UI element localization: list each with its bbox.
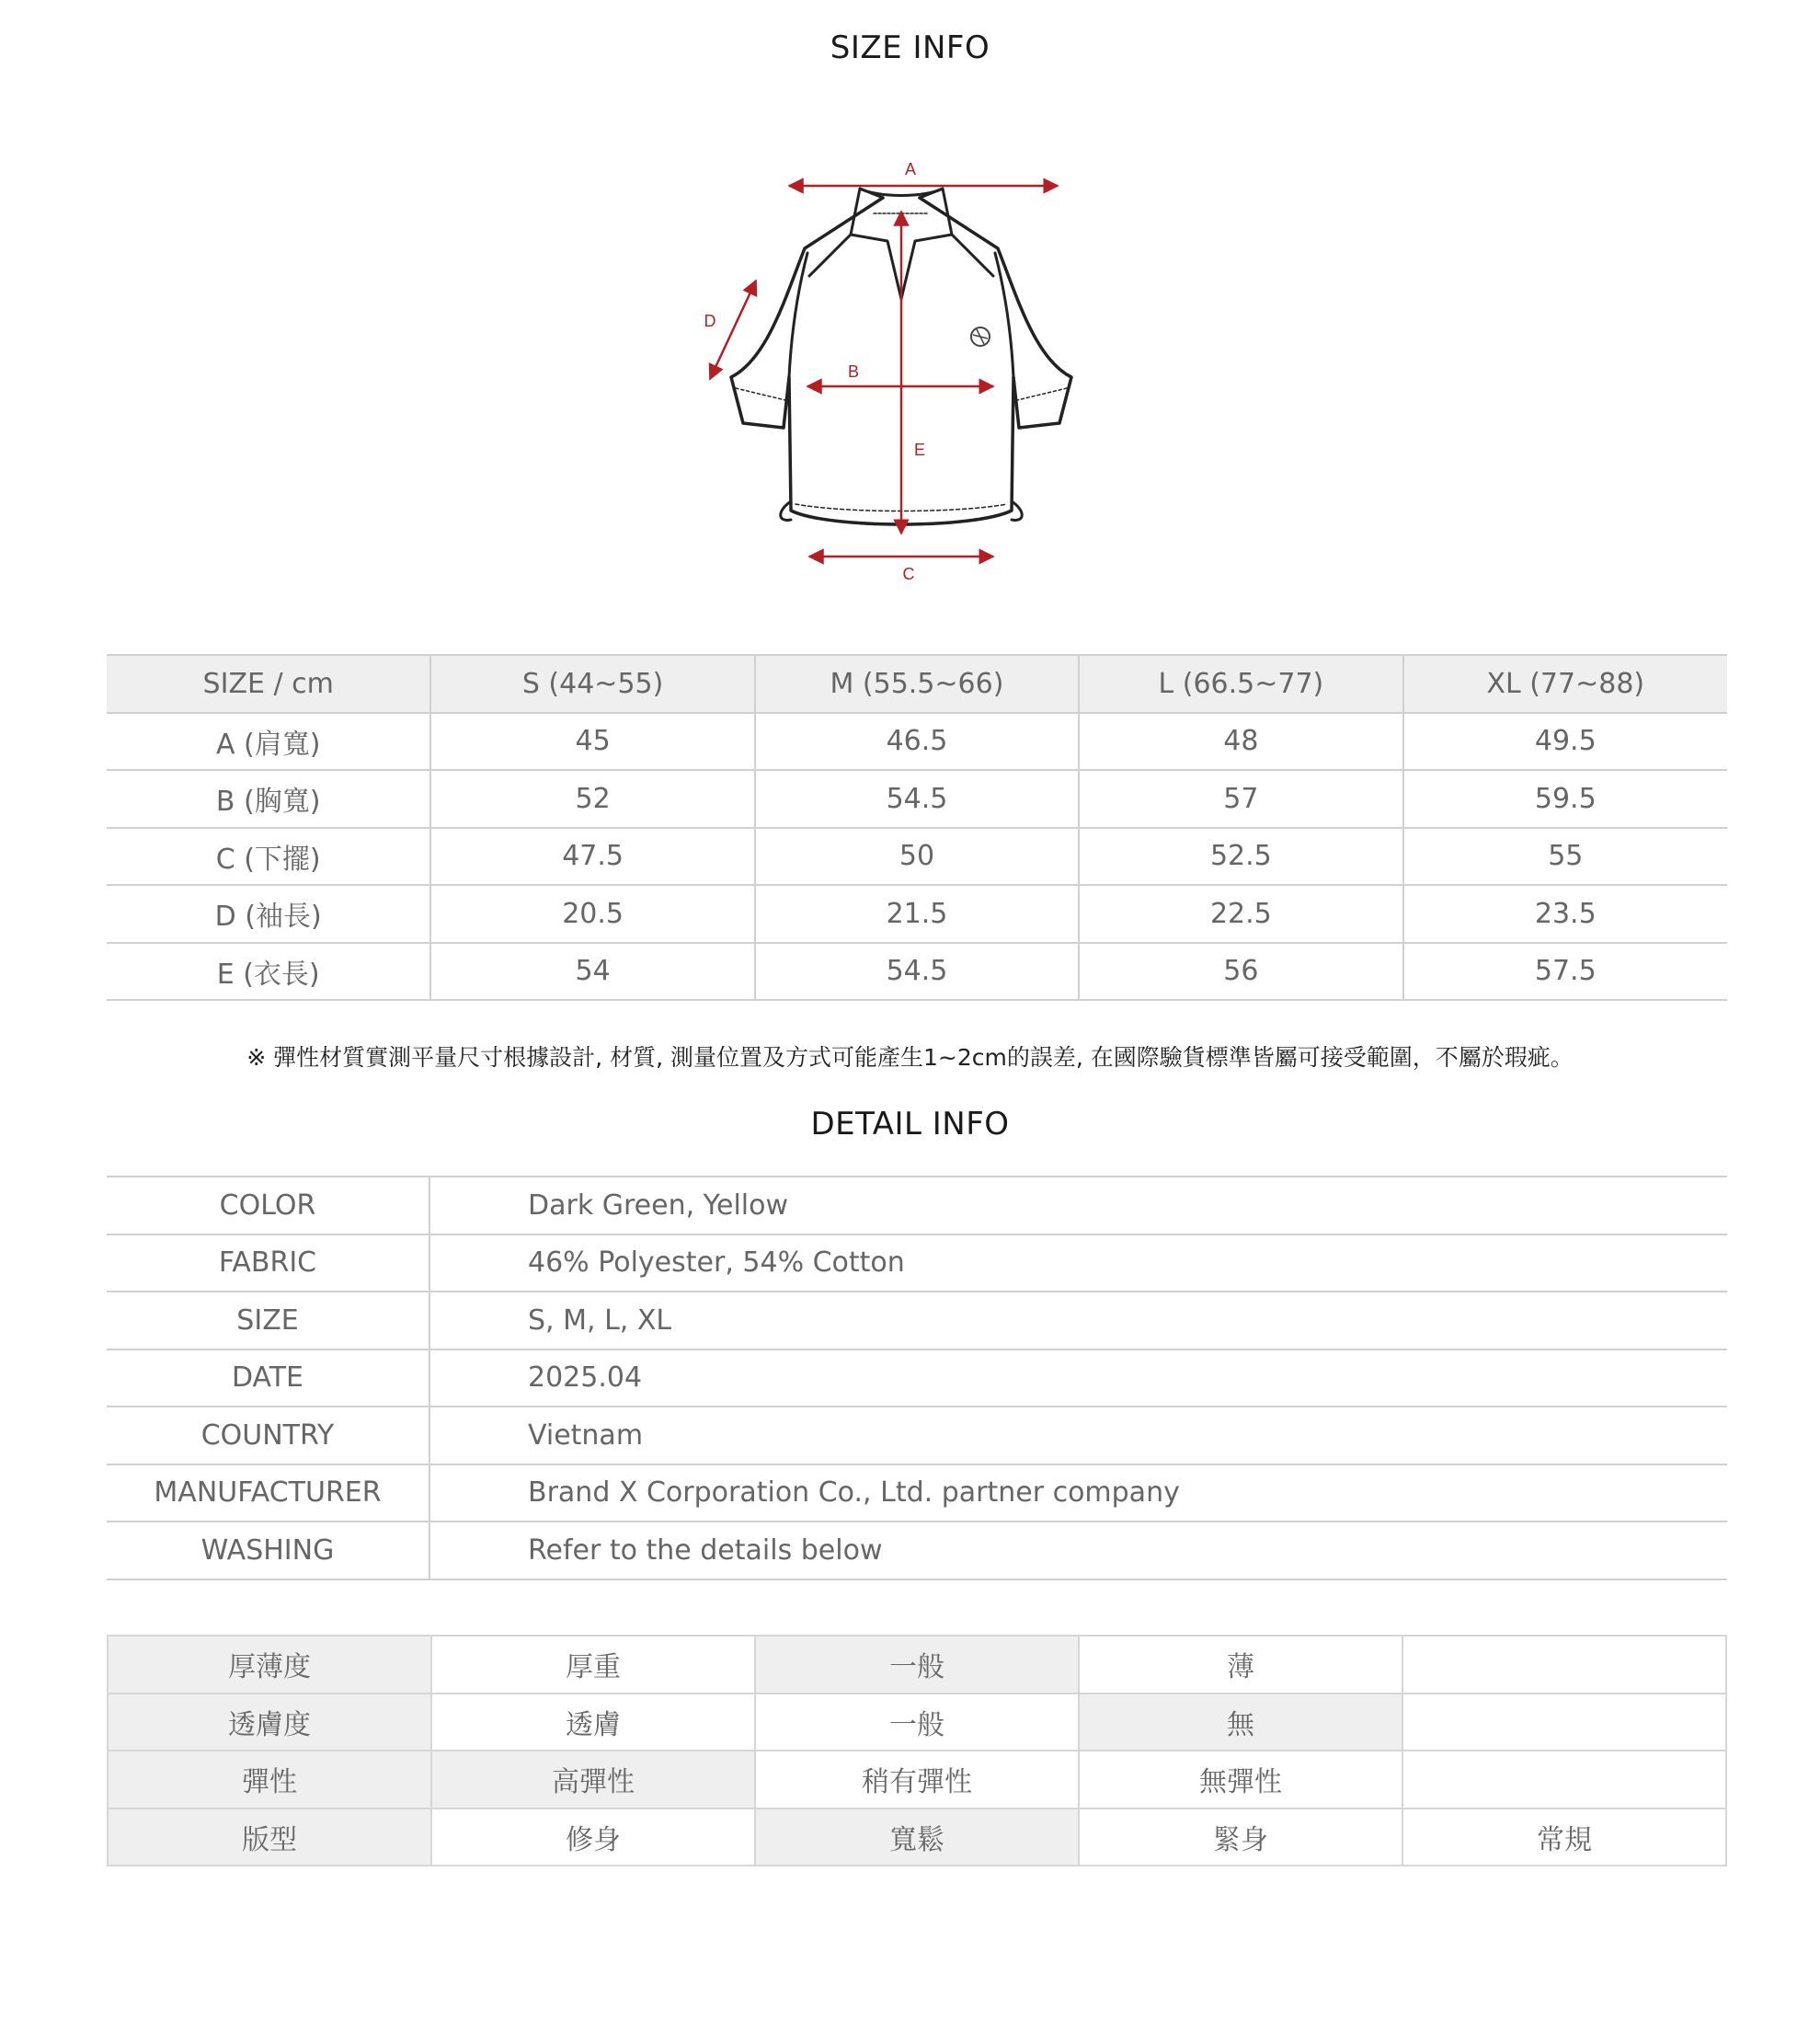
table-cell: 54.5: [755, 770, 1079, 828]
label-d: D: [704, 312, 716, 330]
table-row: [107, 1177, 1727, 1234]
attribute-row: [108, 1694, 1726, 1751]
row-label: E (衣長): [107, 943, 430, 1001]
detail-value: Vietnam: [429, 1407, 1727, 1464]
table-cell: 46.5: [755, 713, 1079, 771]
row-label: C (下擺): [107, 828, 430, 886]
table-cell: 52.5: [1079, 828, 1402, 886]
attribute-option: [1402, 1694, 1726, 1751]
attribute-option: 常規: [1402, 1809, 1726, 1866]
table-cell: 57.5: [1403, 943, 1727, 1001]
table-row: [107, 885, 1727, 943]
table-cell: 55: [1403, 828, 1727, 886]
attribute-option: 稍有彈性: [755, 1751, 1079, 1809]
table-row: [107, 1349, 1727, 1407]
attribute-option: [1402, 1636, 1726, 1694]
attribute-table: [107, 1635, 1727, 1866]
detail-info-title: DETAIL INFO: [810, 1106, 1010, 1143]
table-cell: 49.5: [1403, 713, 1727, 771]
attribute-row: [108, 1751, 1726, 1809]
detail-value: Brand X Corporation Co., Ltd. partner company: [429, 1464, 1727, 1522]
detail-key: COLOR: [107, 1177, 429, 1234]
table-row: [107, 1407, 1727, 1464]
row-label: D (袖長): [107, 885, 430, 943]
table-cell: 54: [430, 943, 754, 1001]
detail-value: S, M, L, XL: [429, 1292, 1727, 1349]
attribute-option: 透膚: [431, 1694, 755, 1751]
table-row: [107, 1464, 1727, 1522]
table-cell: 50: [755, 828, 1079, 886]
measurement-note: ※ 彈性材質實測平量尺寸根據設計, 材質, 測量位置及方式可能產生1~2cm的誤差, 在國際驗貨標準皆屬可接受範圍，不屬於瑕疵。: [246, 1044, 1574, 1071]
header-cell: L (66.5~77): [1079, 655, 1402, 713]
table-cell: 48: [1079, 713, 1402, 771]
detail-value: Dark Green, Yellow: [429, 1177, 1727, 1234]
row-label: B (胸寬): [107, 770, 430, 828]
header-cell: S (44~55): [430, 655, 754, 713]
size-info-title: SIZE INFO: [830, 29, 990, 66]
detail-key: SIZE: [107, 1292, 429, 1349]
table-cell: 22.5: [1079, 885, 1402, 943]
attribute-row: [108, 1636, 1726, 1694]
attribute-option: [1402, 1751, 1726, 1809]
detail-key: FABRIC: [107, 1234, 429, 1292]
attribute-option: 無彈性: [1079, 1751, 1402, 1809]
table-row: [107, 1234, 1727, 1292]
label-a: A: [904, 160, 917, 178]
shirt-measurement-diagram: [699, 147, 1122, 589]
table-cell: 21.5: [755, 885, 1079, 943]
attribute-option: 修身: [431, 1809, 755, 1866]
attribute-row: [108, 1809, 1726, 1866]
attribute-label: 透膚度: [108, 1694, 431, 1751]
table-cell: 57: [1079, 770, 1402, 828]
row-label: A (肩寬): [107, 713, 430, 771]
attribute-option: 一般: [755, 1636, 1079, 1694]
attribute-label: 厚薄度: [108, 1636, 431, 1694]
size-table: [107, 654, 1727, 1001]
table-cell: 47.5: [430, 828, 754, 886]
label-b: B: [847, 362, 860, 381]
table-cell: 56: [1079, 943, 1402, 1001]
table-cell: 23.5: [1403, 885, 1727, 943]
attribute-label: 版型: [108, 1809, 431, 1866]
table-cell: 20.5: [430, 885, 754, 943]
table-row: [107, 943, 1727, 1001]
table-cell: 59.5: [1403, 770, 1727, 828]
attribute-option: 無: [1079, 1694, 1402, 1751]
attribute-option: 厚重: [431, 1636, 755, 1694]
table-row: [107, 1522, 1727, 1579]
detail-table: [107, 1176, 1727, 1580]
attribute-option: 緊身: [1079, 1809, 1402, 1866]
detail-key: WASHING: [107, 1522, 429, 1579]
attribute-option: 高彈性: [431, 1751, 755, 1809]
attribute-option: 一般: [755, 1694, 1079, 1751]
header-cell: M (55.5~66): [755, 655, 1079, 713]
detail-value: 2025.04: [429, 1349, 1727, 1407]
table-row: [107, 828, 1727, 886]
size-table-header: [107, 655, 1727, 713]
table-cell: 52: [430, 770, 754, 828]
table-row: [107, 770, 1727, 828]
table-cell: 54.5: [755, 943, 1079, 1001]
detail-key: COUNTRY: [107, 1407, 429, 1464]
table-cell: 45: [430, 713, 754, 771]
table-row: [107, 713, 1727, 771]
detail-key: MANUFACTURER: [107, 1464, 429, 1522]
attribute-option: 寬鬆: [755, 1809, 1079, 1866]
detail-key: DATE: [107, 1349, 429, 1407]
label-c: C: [902, 565, 915, 583]
detail-value: 46% Polyester, 54% Cotton: [429, 1234, 1727, 1292]
attribute-label: 彈性: [108, 1751, 431, 1809]
detail-value: Refer to the details below: [429, 1522, 1727, 1579]
header-cell: XL (77~88): [1403, 655, 1727, 713]
table-row: [107, 1292, 1727, 1349]
header-cell: SIZE / cm: [107, 655, 430, 713]
label-e: E: [913, 441, 926, 459]
attribute-option: 薄: [1079, 1636, 1402, 1694]
